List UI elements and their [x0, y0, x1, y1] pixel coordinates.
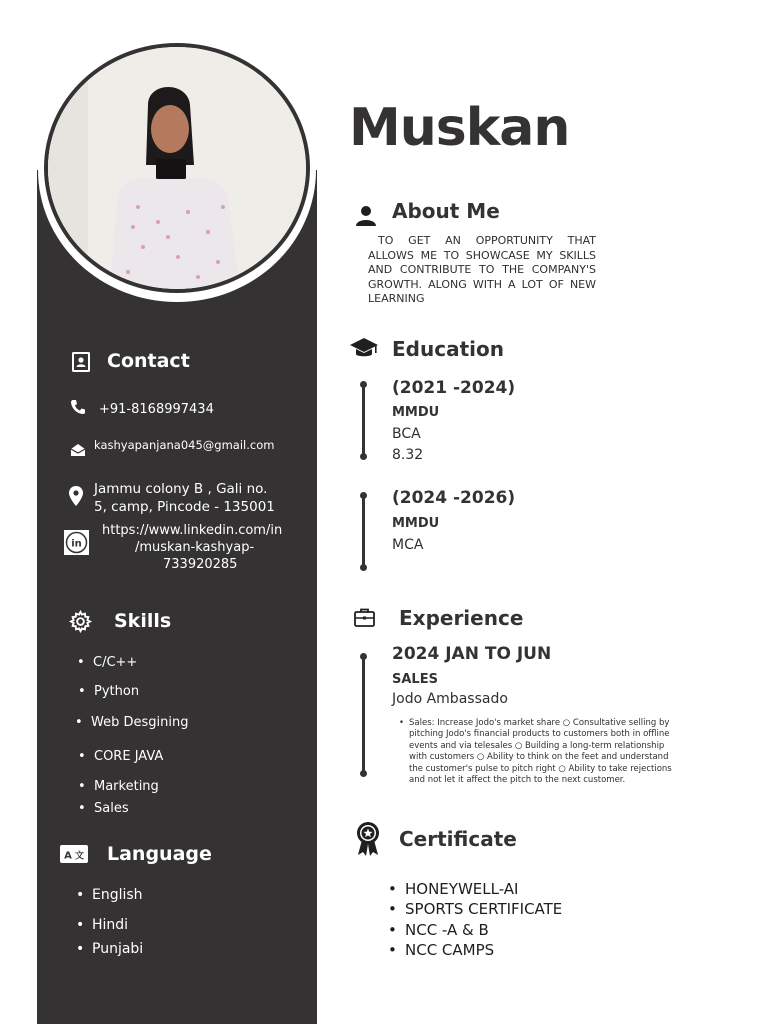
certificate-item: • HONEYWELL-AI: [405, 880, 562, 900]
phone-number[interactable]: +91-8168997434: [99, 402, 214, 417]
experience-timeline: [362, 657, 365, 773]
timeline-dot: [360, 381, 367, 388]
skill-item: • Sales: [94, 801, 129, 816]
language-item: • Punjabi: [92, 941, 143, 957]
education-years: (2024 -2026): [392, 488, 516, 508]
skills-heading: Skills: [114, 610, 172, 632]
education-timeline-2: [362, 496, 365, 568]
linkedin-icon: [64, 530, 89, 555]
svg-text:A: A: [64, 850, 72, 862]
education-score: 8.32: [392, 447, 424, 463]
briefcase-icon: [354, 608, 375, 627]
education-timeline-1: [362, 385, 365, 457]
timeline-dot: [360, 653, 367, 660]
skill-item: • Web Desgining: [91, 715, 188, 730]
skill-item: • CORE JAVA: [94, 749, 163, 764]
address-line-1: Jammu colony B , Gali no.: [94, 481, 268, 497]
linkedin-url-line-1[interactable]: https://www.linkedin.com/in: [102, 523, 283, 538]
contact-book-icon: [70, 351, 92, 373]
linkedin-url-line-3[interactable]: 733920285: [163, 557, 238, 572]
candidate-name: Muskan: [349, 98, 570, 158]
education-years: (2021 -2024): [392, 378, 516, 398]
experience-role: SALES: [392, 672, 438, 687]
graduation-cap-icon: [350, 337, 378, 359]
experience-company: Jodo Ambassado: [392, 691, 508, 707]
timeline-dot: [360, 453, 367, 460]
certificate-list: [405, 880, 562, 961]
skill-item: • Marketing: [94, 779, 159, 794]
timeline-dot: [360, 770, 367, 777]
certificate-item: • NCC -A & B: [405, 921, 562, 941]
certificate-item: • SPORTS CERTIFICATE: [405, 900, 562, 920]
certificate-heading: Certificate: [399, 827, 517, 851]
language-heading: Language: [107, 843, 212, 865]
experience-heading: Experience: [399, 606, 524, 630]
education-institution: MMDU: [392, 516, 440, 531]
skill-item: • Python: [94, 684, 139, 699]
translate-icon: [60, 845, 88, 865]
experience-period: 2024 JAN TO JUN: [392, 644, 552, 664]
language-item: • English: [92, 887, 143, 903]
email-address[interactable]: kashyapanjana045@gmail.com: [94, 438, 275, 452]
gear-icon: [69, 610, 92, 633]
skill-item: • C/C++: [93, 655, 137, 670]
about-text: TO GET AN OPPORTUNITY THAT ALLOWS ME TO SHOWCASE MY SKILLS AND CONTRIBUTE TO THE COMPANY'S GROWTH. ALONG WITH A LOT OF NEW LEARNING: [368, 234, 596, 305]
svg-text:文: 文: [74, 851, 85, 862]
education-degree: BCA: [392, 426, 421, 442]
experience-description: • Sales: Increase Jodo's market share ○ Consultative selling by pitching Jodo's financial products to customers both in offline events and via telesales ○ Building a long-term relationship with customers ○ Ability to think on the feet and understand the customer's pulse to pitch right ○ Ability to take rejections and not let it affect the pitch to the next customer.: [409, 718, 675, 786]
language-item: • Hindi: [92, 917, 128, 933]
timeline-dot: [360, 492, 367, 499]
award-ribbon-icon: [355, 822, 381, 856]
certificate-item: • NCC CAMPS: [405, 941, 562, 961]
person-icon: [355, 205, 377, 227]
education-heading: Education: [392, 337, 504, 361]
about-heading: About Me: [392, 199, 500, 223]
linkedin-url-line-2[interactable]: /muskan-kashyap-: [135, 540, 255, 555]
education-degree: MCA: [392, 537, 424, 553]
email-icon: [70, 442, 86, 458]
education-institution: MMDU: [392, 405, 440, 420]
profile-photo: [44, 43, 310, 293]
svg-text:in: in: [71, 538, 82, 550]
phone-icon: [70, 399, 86, 415]
location-pin-icon: [68, 486, 84, 506]
timeline-dot: [360, 564, 367, 571]
address-line-2: 5, camp, Pincode - 135001: [94, 499, 275, 515]
contact-heading: Contact: [107, 350, 190, 372]
